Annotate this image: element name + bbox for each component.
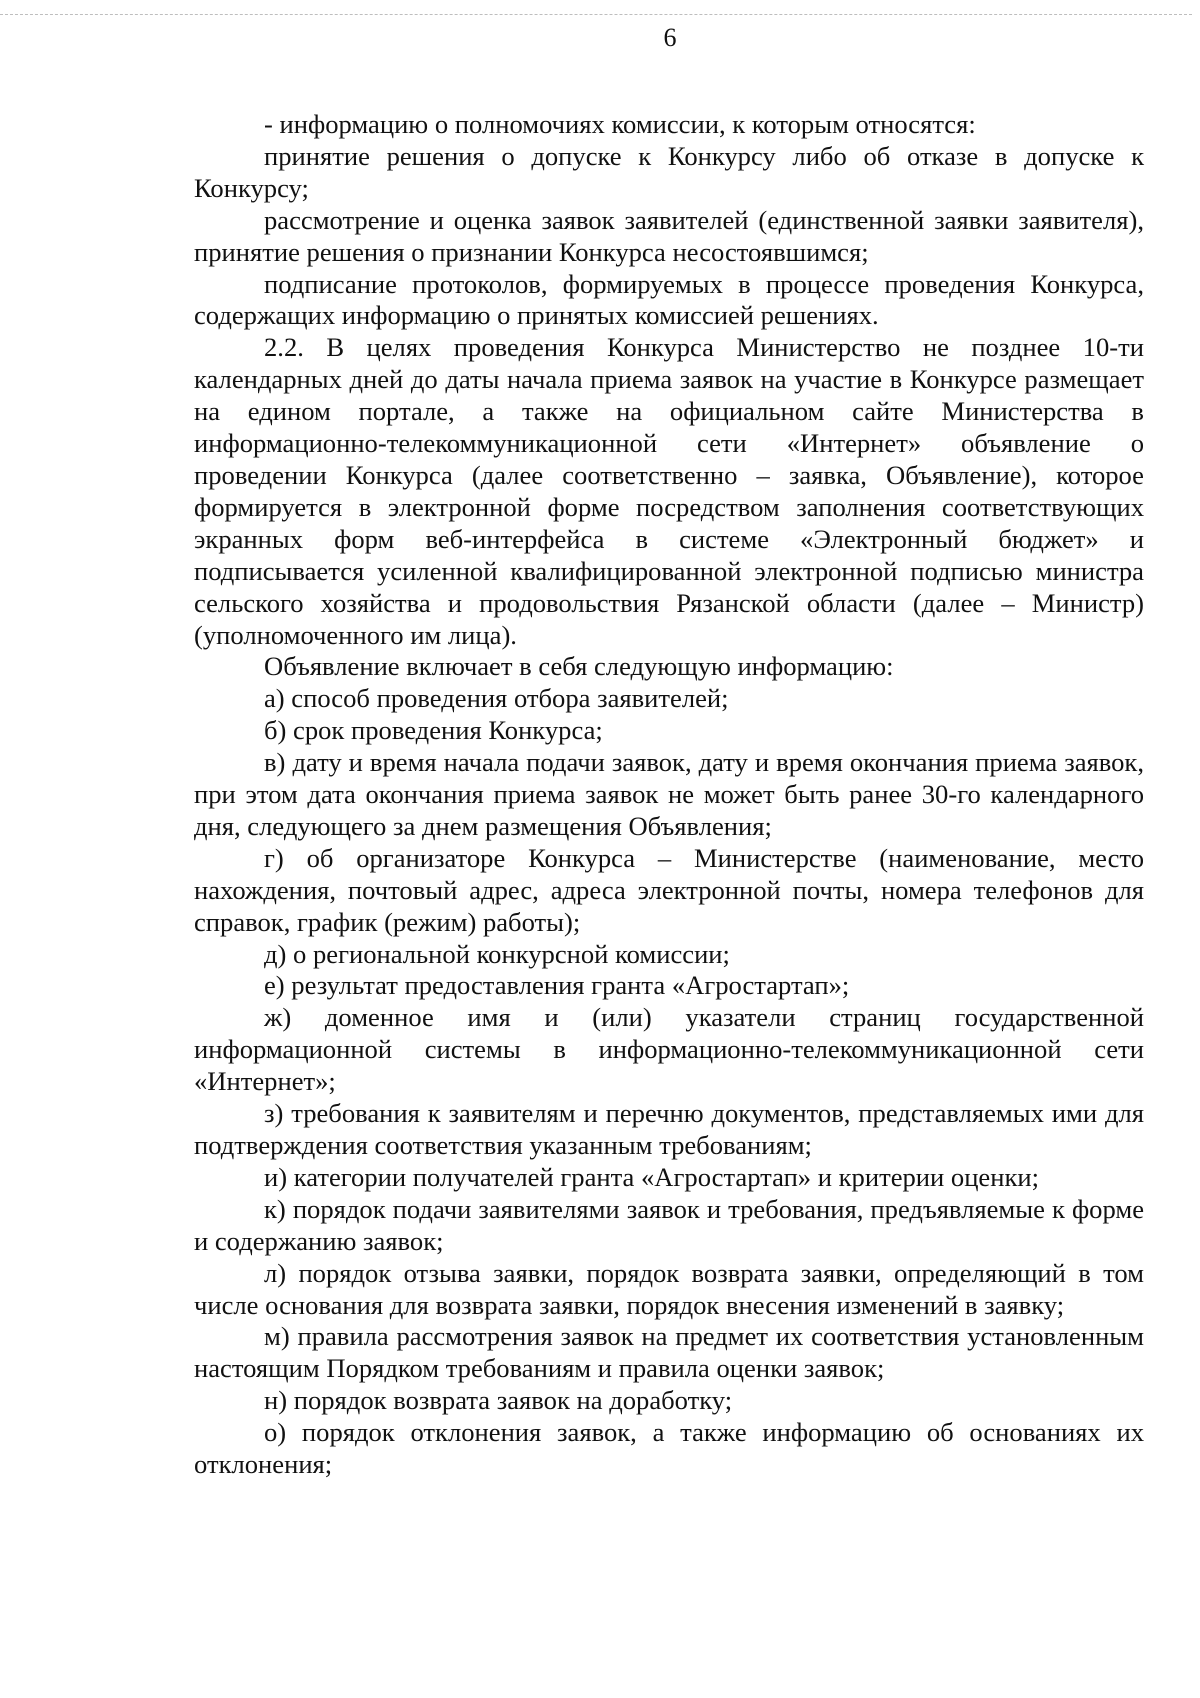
list-item-n: н) порядок возврата заявок на доработку;	[264, 1385, 733, 1416]
list-item-m: м) правила рассмотрения заявок на предмет их соответствия установленным настоящим Порядком требованиям и правила оценки заявок;	[194, 1321, 1144, 1384]
list-item-k: к) порядок подачи заявителями заявок и требования, предъявляемые к форме и содержанию заявок;	[194, 1193, 1144, 1256]
list-item-i: и) категории получателей гранта «Агростартап» и критерии оценки;	[264, 1161, 1040, 1192]
list-item-v: в) дату и время начала подачи заявок, дату и время окончания приема заявок, при этом дата окончания приема заявок не может быть ранее 30-го календарного дня, следующего за днем размещения Объявления;	[194, 747, 1144, 841]
list-item-zh: ж) доменное имя и (или) указатели страниц государственной информационной системы в информационно-телекоммуникационной сети «Интернет»;	[194, 1002, 1144, 1097]
scan-edge-line	[0, 14, 1192, 15]
list-item-a: а) способ проведения отбора заявителей;	[264, 683, 729, 714]
list-item-g: г) об организаторе Конкурса – Министерстве (наименование, место нахождения, почтовый адрес, адреса электронной почты, номера телефонов для справок, график (режим) работы);	[194, 842, 1144, 937]
list-item-l: л) порядок отзыва заявки, порядок возврата заявки, определяющий в том числе основания для возврата заявки, порядок внесения изменений в заявку;	[194, 1257, 1144, 1320]
document-body	[194, 109, 1144, 1481]
paragraph-2-2: 2.2. В целях проведения Конкурса Министерство не позднее 10-ти календарных дней до даты начала приема заявок на участие в Конкурсе размещает на едином портале, а также на официальном сайте Министерства в информационно-телекоммуникационной сети «Интернет» объявление о проведении Конкурса (далее соответственно – заявка, Объявление), которое формируется в электронной форме посредством заполнения соответствующих экранных форм веб-интерфейса в системе «Электронный бюджет» и подписывается усиленной квалифицированной электронной подписью министра сельского хозяйства и продовольствия Рязанской области (далее – Министр) (уполномоченного им лица).	[194, 332, 1144, 650]
list-item-d: д) о региональной конкурсной комиссии;	[264, 938, 730, 969]
paragraph-commission-powers: - информацию о полномочиях комиссии, к которым относятся:	[264, 109, 976, 139]
page-number: 6	[663, 23, 677, 52]
list-item-b: б) срок проведения Конкурса;	[264, 715, 603, 746]
paragraph-review-applications: рассмотрение и оценка заявок заявителей (единственной заявки заявителя), принятие решения о признании Конкурса несостоявшимся;	[194, 204, 1144, 267]
list-item-z: з) требования к заявителям и перечню документов, представляемых ими для подтверждения соответствия указанным требованиям;	[194, 1098, 1144, 1160]
paragraph-signing-protocols: подписание протоколов, формируемых в процессе проведения Конкурса, содержащих информацию о принятых комиссией решениях.	[194, 268, 1144, 331]
list-item-e: е) результат предоставления гранта «Агростартап»;	[264, 970, 850, 1001]
list-item-o: о) порядок отклонения заявок, а также информацию об основаниях их отклонения;	[194, 1417, 1144, 1480]
paragraph-announcement-includes: Объявление включает в себя следующую информацию:	[264, 651, 894, 682]
paragraph-admission-decision: принятие решения о допуске к Конкурсу либо об отказе в допуске к Конкурсу;	[194, 140, 1144, 203]
